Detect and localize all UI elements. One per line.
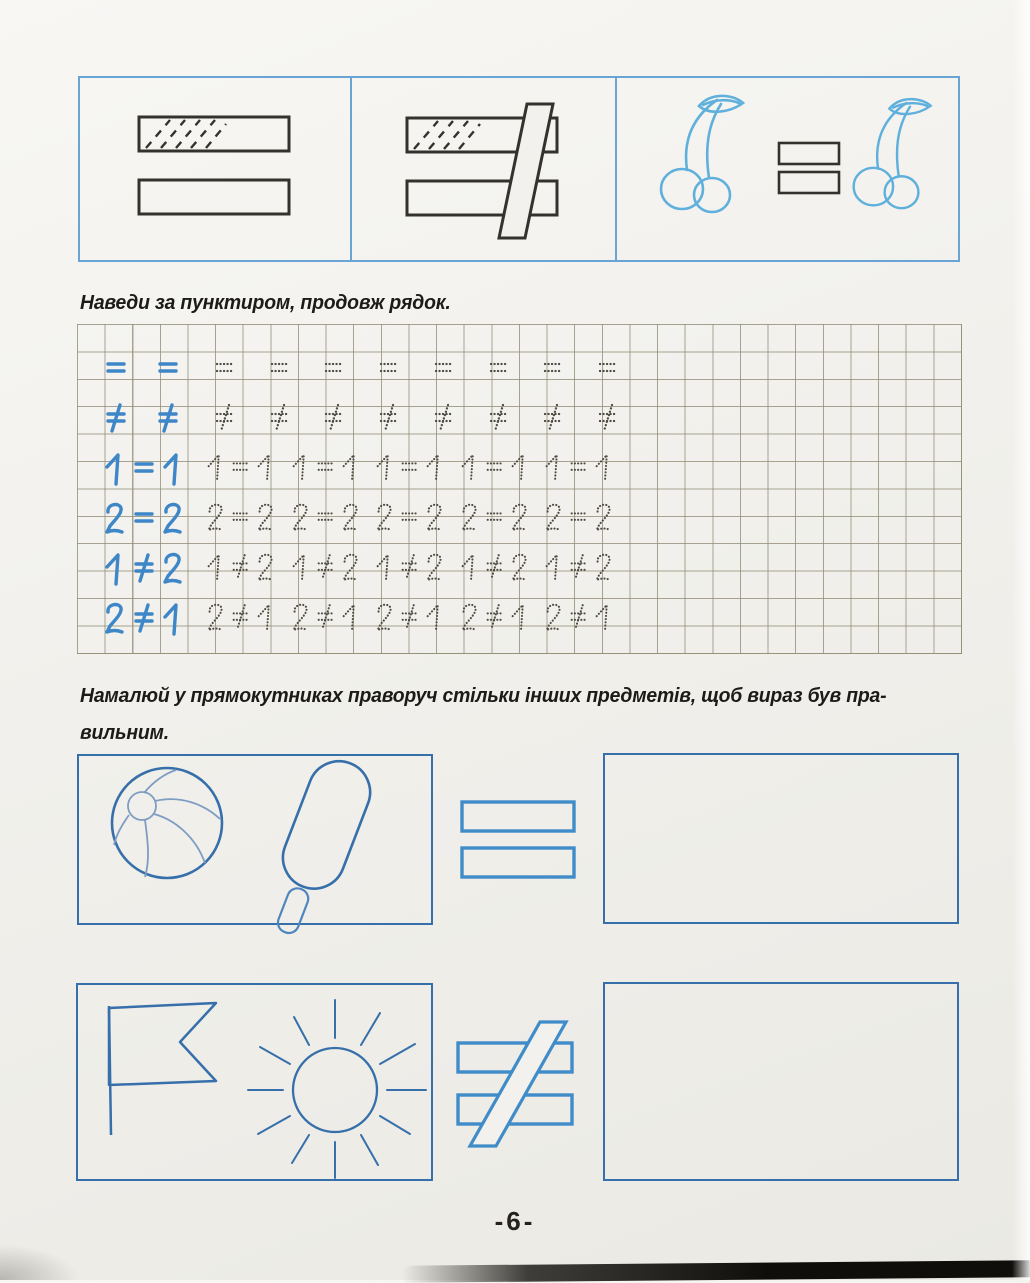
exercise-2-answer-box bbox=[603, 982, 959, 1181]
trace-symbol-dotted bbox=[484, 501, 506, 535]
trace-symbol-dotted bbox=[205, 551, 227, 585]
trace-symbol-dotted bbox=[374, 551, 396, 585]
trace-symbol-dotted bbox=[432, 401, 456, 437]
trace-symbol-blue bbox=[104, 351, 128, 387]
trace-symbol-blue bbox=[161, 601, 185, 637]
trace-symbol-blue bbox=[104, 401, 128, 437]
trace-symbol-dotted bbox=[255, 451, 277, 485]
trace-symbol-dotted bbox=[340, 551, 362, 585]
page-number: -6- bbox=[494, 1206, 536, 1236]
trace-symbol-dotted bbox=[459, 451, 481, 485]
trace-symbol-dotted bbox=[290, 501, 312, 535]
trace-symbol-dotted bbox=[399, 551, 421, 585]
trace-symbol-dotted bbox=[424, 601, 446, 635]
trace-symbol-dotted bbox=[509, 451, 531, 485]
trace-symbol-dotted bbox=[543, 601, 565, 635]
flag-drawing bbox=[100, 994, 250, 1139]
trace-symbol-dotted bbox=[541, 401, 565, 437]
trace-symbol-dotted bbox=[268, 401, 292, 437]
trace-symbol-dotted bbox=[213, 351, 237, 387]
trace-symbol-dotted bbox=[340, 451, 362, 485]
trace-symbol-dotted bbox=[255, 501, 277, 535]
trace-symbol-dotted bbox=[315, 551, 337, 585]
trace-symbol-dotted bbox=[459, 601, 481, 635]
trace-symbol-dotted bbox=[399, 501, 421, 535]
trace-symbol-dotted bbox=[509, 501, 531, 535]
trace-symbol-dotted bbox=[543, 551, 565, 585]
trace-symbol-dotted bbox=[399, 601, 421, 635]
trace-symbol-dotted bbox=[230, 451, 252, 485]
not-equals-sign-blue bbox=[452, 1016, 578, 1150]
trace-symbol-blue bbox=[156, 401, 180, 437]
hatched-equals-sign bbox=[134, 110, 294, 228]
trace-symbol-dotted bbox=[432, 351, 456, 387]
trace-symbol-dotted bbox=[484, 601, 506, 635]
trace-symbol-dotted bbox=[487, 351, 511, 387]
trace-symbol-dotted bbox=[322, 401, 346, 437]
trace-symbol-blue bbox=[161, 501, 185, 537]
trace-symbol-dotted bbox=[424, 551, 446, 585]
trace-symbol-dotted bbox=[340, 501, 362, 535]
trace-symbol-dotted bbox=[230, 551, 252, 585]
trace-symbol-blue bbox=[103, 501, 127, 537]
trace-symbol-dotted bbox=[340, 601, 362, 635]
exercise-1-answer-box bbox=[603, 753, 959, 924]
trace-symbol-blue bbox=[103, 551, 127, 587]
trace-symbol-dotted bbox=[596, 401, 620, 437]
instruction-draw bbox=[80, 678, 886, 752]
trace-symbol-dotted bbox=[593, 601, 615, 635]
equals-sign-small bbox=[776, 140, 842, 198]
trace-symbol-dotted bbox=[255, 601, 277, 635]
page-edge-highlight bbox=[1012, 0, 1030, 1280]
trace-symbol-dotted bbox=[268, 351, 292, 387]
trace-symbol-dotted bbox=[377, 351, 401, 387]
cherries-drawing-left bbox=[655, 90, 770, 225]
trace-symbol-dotted bbox=[205, 451, 227, 485]
trace-symbol-dotted bbox=[290, 551, 312, 585]
trace-symbol-blue bbox=[132, 551, 156, 587]
trace-symbol-dotted bbox=[459, 501, 481, 535]
trace-symbol-blue bbox=[161, 551, 185, 587]
trace-symbol-blue bbox=[156, 351, 180, 387]
trace-symbol-blue bbox=[103, 451, 127, 487]
trace-symbol-dotted bbox=[509, 601, 531, 635]
trace-symbol-dotted bbox=[593, 551, 615, 585]
scan-corner-shadow bbox=[0, 1244, 80, 1280]
trace-symbol-dotted bbox=[230, 601, 252, 635]
trace-symbol-dotted bbox=[593, 451, 615, 485]
trace-symbol-dotted bbox=[459, 551, 481, 585]
trace-symbol-dotted bbox=[374, 601, 396, 635]
trace-symbol-dotted bbox=[374, 451, 396, 485]
trace-symbol-dotted bbox=[255, 551, 277, 585]
trace-symbol-dotted bbox=[568, 601, 590, 635]
trace-symbol-dotted bbox=[377, 401, 401, 437]
trace-symbol-dotted bbox=[230, 501, 252, 535]
trace-symbol-dotted bbox=[205, 501, 227, 535]
trace-symbol-dotted bbox=[487, 401, 511, 437]
strip-divider bbox=[615, 78, 617, 260]
trace-symbol-blue bbox=[132, 451, 156, 487]
trace-symbol-dotted bbox=[290, 601, 312, 635]
trace-symbol-dotted bbox=[568, 451, 590, 485]
trace-symbol-blue bbox=[103, 601, 127, 637]
exercise-2-relation-sign bbox=[452, 1016, 578, 1150]
trace-grid bbox=[77, 324, 962, 654]
trace-symbol-dotted bbox=[593, 501, 615, 535]
exercise-1-relation-sign bbox=[456, 790, 580, 886]
trace-symbol-dotted bbox=[543, 501, 565, 535]
trace-symbol-dotted bbox=[543, 451, 565, 485]
trace-symbol-dotted bbox=[213, 401, 237, 437]
trace-symbol-dotted bbox=[399, 451, 421, 485]
ball-drawing bbox=[108, 764, 226, 882]
trace-symbol-dotted bbox=[290, 451, 312, 485]
trace-symbol-blue bbox=[132, 501, 156, 537]
trace-symbol-dotted bbox=[374, 501, 396, 535]
instruction-draw-line1: Намалюй у прямокутниках праворуч стільки інших предметів, щоб вираз був пра- bbox=[80, 685, 887, 707]
trace-symbol-dotted bbox=[322, 351, 346, 387]
cherries-drawing-right bbox=[848, 92, 956, 222]
trace-symbol-blue bbox=[161, 451, 185, 487]
scan-shadow-band bbox=[402, 1260, 1030, 1282]
trace-symbol-dotted bbox=[568, 501, 590, 535]
sun-drawing bbox=[240, 995, 430, 1185]
instruction-draw-line2: вильним. bbox=[80, 722, 169, 744]
trace-symbol-dotted bbox=[541, 351, 565, 387]
hatched-not-equals-sign bbox=[402, 104, 562, 240]
trace-symbol-dotted bbox=[568, 551, 590, 585]
trace-symbol-dotted bbox=[424, 451, 446, 485]
trace-symbol-blue bbox=[132, 601, 156, 637]
trace-symbol-dotted bbox=[596, 351, 620, 387]
trace-symbol-dotted bbox=[315, 501, 337, 535]
trace-symbol-dotted bbox=[424, 501, 446, 535]
trace-symbol-dotted bbox=[315, 601, 337, 635]
popsicle-drawing bbox=[242, 752, 392, 937]
instruction-trace: Наведи за пунктиром, продовж рядок. bbox=[80, 292, 451, 314]
trace-symbol-dotted bbox=[205, 601, 227, 635]
trace-symbol-dotted bbox=[315, 451, 337, 485]
trace-symbol-dotted bbox=[484, 551, 506, 585]
equals-sign-blue bbox=[456, 790, 580, 886]
trace-symbol-dotted bbox=[484, 451, 506, 485]
trace-symbol-dotted bbox=[509, 551, 531, 585]
strip-divider bbox=[350, 78, 352, 260]
